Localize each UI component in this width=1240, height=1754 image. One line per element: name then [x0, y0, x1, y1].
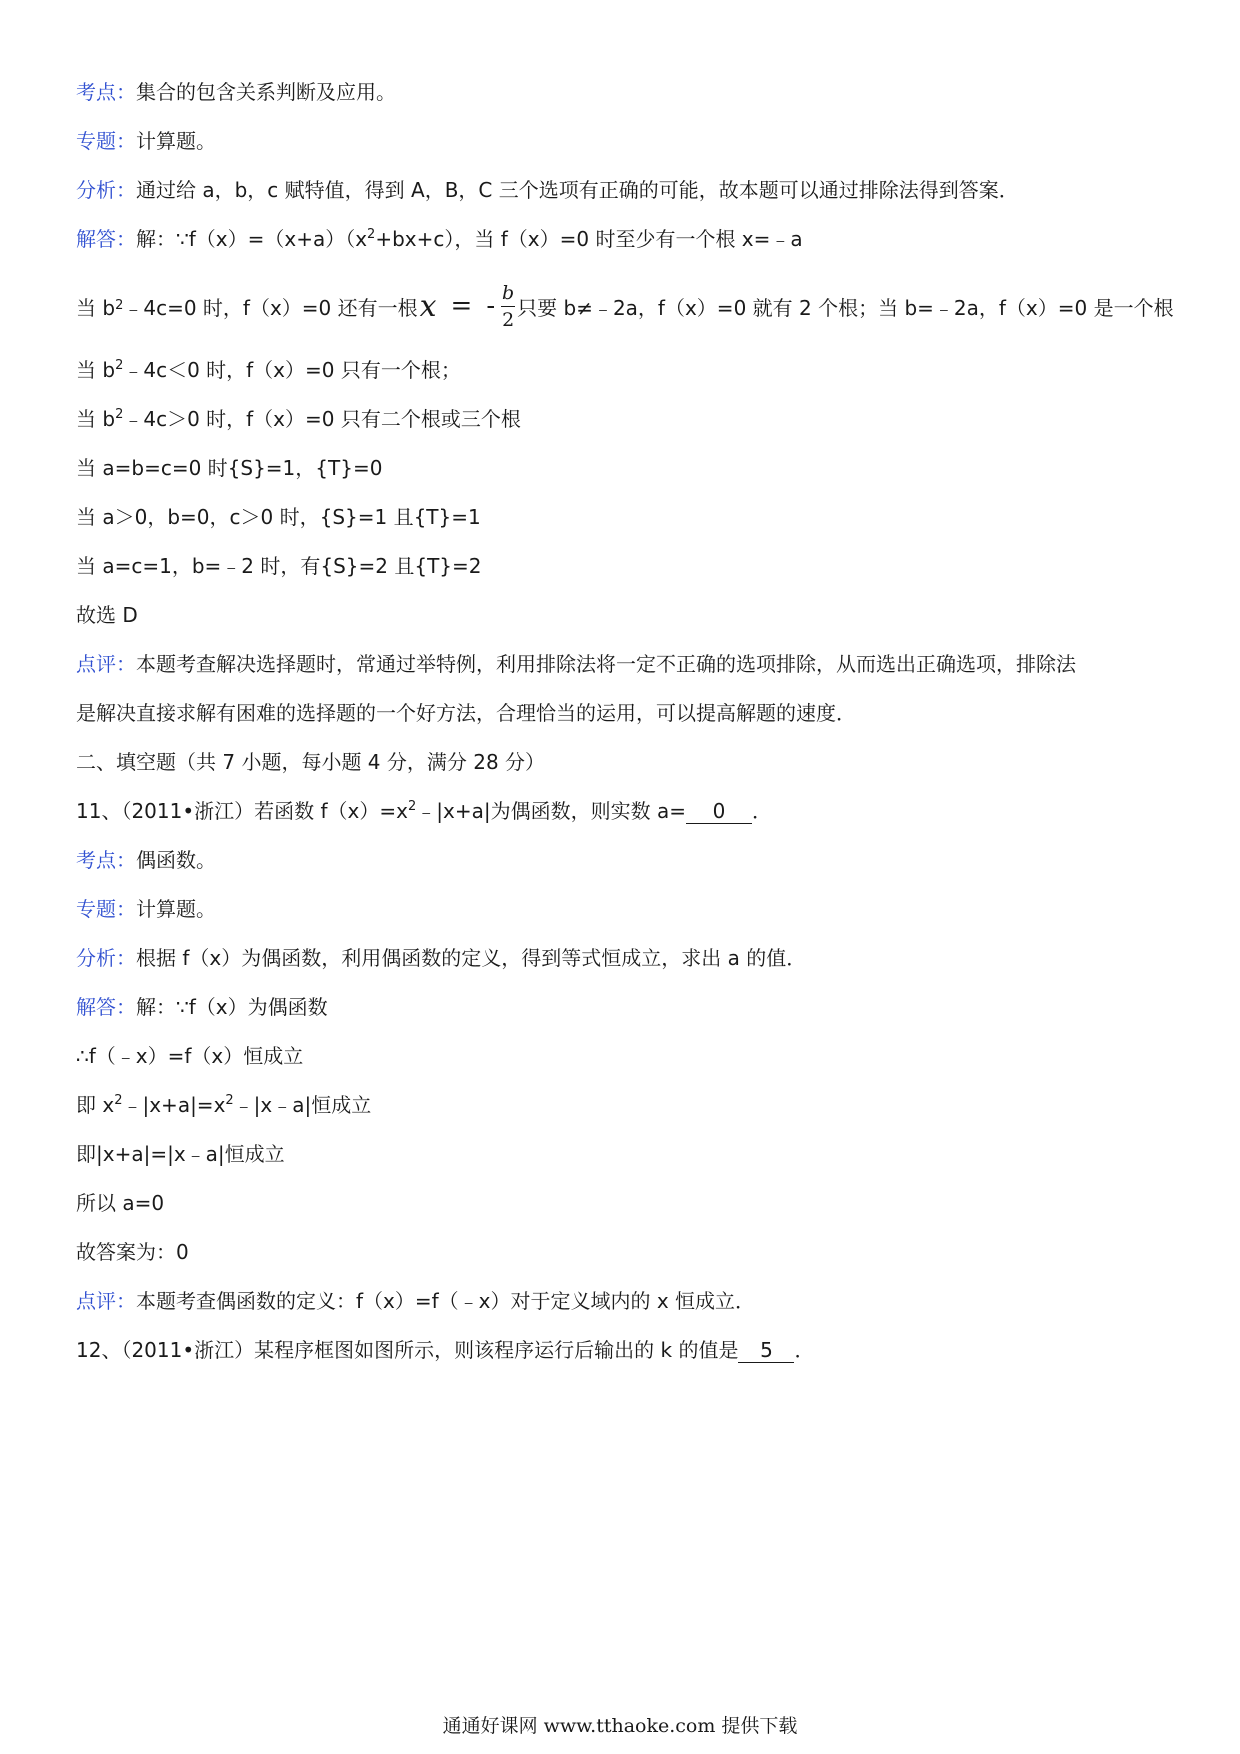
text-segment: ﹣4c＜0 时，f（x）=0 只有一个根； [123, 358, 461, 382]
q11-solution-line-2: ∴f（﹣x）=f（x）恒成立 [76, 1044, 304, 1068]
fraction-numerator: b [502, 281, 515, 304]
text-segment: ． [794, 1338, 815, 1362]
q10-solution-line-2: 当 b 2 ﹣4c=0 时，f（x）=0 还有一根 x = - $\frac{b}{2}$ 只要 b≠﹣2a，f（x）=0 就有 2 个根；当 b=﹣2a，f（x）=0 是一个根 [76, 281, 1174, 331]
q10-zhuanti [76, 127, 1176, 155]
superscript: 2 [367, 227, 376, 242]
q11-stem [76, 797, 1176, 825]
zhuanti-text: 计算题。 [136, 129, 216, 153]
q11-kaodian [76, 846, 1176, 874]
q12-stem [76, 1336, 1176, 1364]
fenxi-label: 分析： [76, 946, 136, 970]
document-body [76, 78, 1176, 1385]
fenxi-label: 分析： [76, 178, 136, 202]
q10-solution-line-4 [76, 405, 1176, 433]
fraction-denominator: 2 [502, 308, 515, 331]
q10-dianping-cont: 是解决直接求解有困难的选择题的一个好方法，合理恰当的运用，可以提高解题的速度． [76, 701, 856, 725]
text-segment: ﹣|x﹣a|恒成立 [233, 1093, 372, 1117]
q11-solution-line-6: 故答案为：0 [76, 1240, 189, 1264]
kaodian-label: 考点： [76, 80, 136, 104]
q10-solution-line-3 [76, 356, 1176, 384]
jieda-label: 解答： [76, 227, 136, 251]
text-segment: 当 b [76, 358, 116, 382]
q10-solution-line-6: 当 a＞0，b=0，c＞0 时，{S}=1 且{T}=1 [76, 505, 481, 529]
text-segment: 当 b [76, 295, 116, 320]
text-segment: 当 b [76, 407, 116, 431]
q11-jieda [76, 993, 1176, 1021]
fraction-b-over-2 [501, 280, 515, 333]
text-segment: ． [751, 799, 772, 823]
text-segment: ﹣|x+a|为偶函数，则实数 a= [416, 799, 686, 823]
superscript: 2 [115, 358, 124, 373]
text-segment: 即 x [76, 1093, 115, 1117]
q10-solution-line-7: 当 a=c=1，b=﹣2 时，有{S}=2 且{T}=2 [76, 554, 482, 578]
text-segment: 只要 b≠﹣2a，f（x）=0 就有 2 个根；当 b=﹣2a，f（x）=0 是一个根 [517, 295, 1174, 320]
section-title-fill-in: 二、填空题（共 7 小题，每小题 4 分，满分 28 分） [76, 750, 546, 774]
superscript: 2 [407, 799, 417, 814]
fenxi-text: 根据 f（x）为偶函数，利用偶函数的定义，得到等式恒成立，求出 a 的值． [136, 946, 807, 970]
text-segment: 11、（2011•浙江）若函数 f（x）=x [76, 799, 408, 823]
q11-dianping [76, 1287, 1176, 1315]
text-segment: ﹣4c=0 时，f（x）=0 还有一根 [123, 295, 418, 320]
text-segment: ﹣4c＞0 时，f（x）=0 只有二个根或三个根 [123, 407, 521, 431]
jieda-text-a: 解：∵f（x）=（x+a）（x [136, 227, 368, 251]
jieda-label: 解答： [76, 995, 136, 1019]
kaodian-text: 偶函数。 [136, 848, 216, 872]
text-segment: 12、（2011•浙江）某程序框图如图所示，则该程序运行后输出的 k 的值是 [76, 1338, 739, 1362]
jieda-text-b: +bx+c），当 f（x）=0 时至少有一个根 x=﹣a [375, 227, 803, 251]
kaodian-text: 集合的包含关系判断及应用。 [136, 80, 396, 104]
math-variable-x: x [419, 288, 437, 324]
answer-blank: 5 [738, 1338, 794, 1363]
q11-solution-line-5: 所以 a=0 [76, 1191, 165, 1215]
q11-fenxi [76, 944, 1176, 972]
zhuanti-label: 专题： [76, 897, 136, 921]
text-segment: ﹣|x+a|=x [122, 1093, 226, 1117]
q10-kaodian [76, 78, 1176, 106]
q11-solution-line-4: 即|x+a|=|x﹣a|恒成立 [76, 1142, 285, 1166]
kaodian-label: 考点： [76, 848, 136, 872]
q10-jieda [76, 225, 1176, 253]
q10-fenxi [76, 176, 1176, 204]
q11-zhuanti [76, 895, 1176, 923]
superscript: 2 [225, 1093, 234, 1108]
answer-blank: 0 [686, 799, 752, 824]
dianping-label: 点评： [76, 652, 136, 676]
dianping-text: 本题考查解决选择题时，常通过举特例，利用排除法将一定不正确的选项排除，从而选出正确选项，排除法 [136, 652, 1076, 676]
q10-dianping [76, 650, 1176, 678]
zhuanti-text: 计算题。 [136, 897, 216, 921]
page-footer: 通通好课网 www.tthaoke.com 提供下载 [442, 1715, 798, 1737]
jieda-text: 解：∵f（x）为偶函数 [136, 995, 328, 1019]
zhuanti-label: 专题： [76, 129, 136, 153]
q10-solution-line-5: 当 a=b=c=0 时{S}=1，{T}=0 [76, 456, 383, 480]
fenxi-text: 通过给 a，b，c 赋特值，得到 A，B，C 三个选项有正确的可能，故本题可以通过排除法得到答案． [136, 178, 1019, 202]
math-equals: = [450, 291, 473, 321]
dianping-label: 点评： [76, 1289, 136, 1313]
superscript: 2 [114, 1093, 123, 1108]
q11-solution-line-3 [76, 1091, 1176, 1119]
q10-solution-line-8: 故选 D [76, 603, 138, 627]
dianping-text: 本题考查偶函数的定义：f（x）=f（﹣x）对于定义域内的 x 恒成立． [136, 1289, 756, 1313]
superscript: 2 [115, 407, 124, 422]
math-minus: - [486, 291, 496, 321]
